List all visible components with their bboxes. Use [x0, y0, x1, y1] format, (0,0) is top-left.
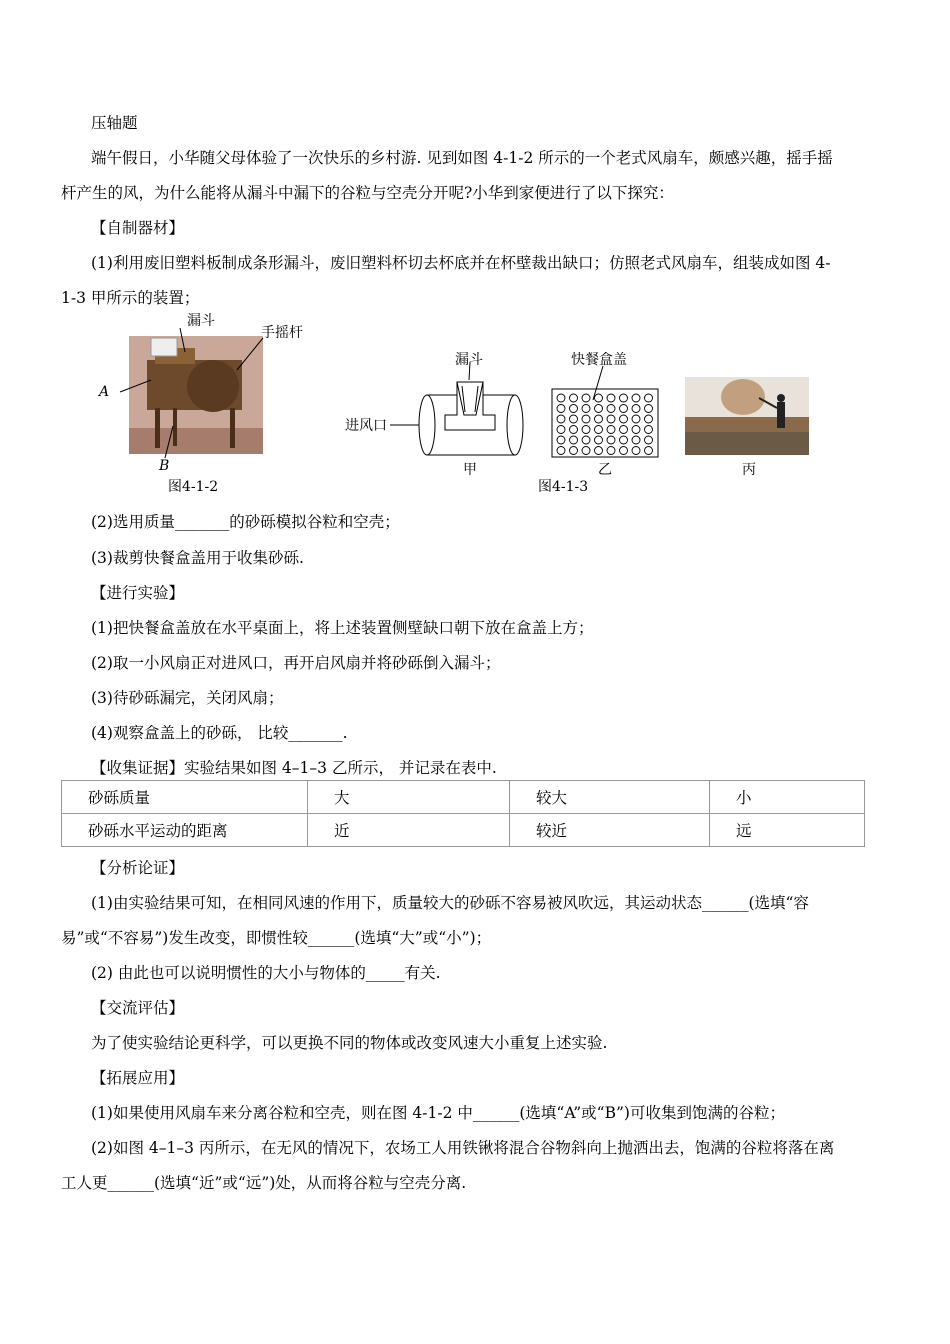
analysis-line: 易”或“不容易”)发生改变，即惯性较______(选填“大”或“小”)； — [61, 929, 492, 947]
application-line: 工人更______(选填“近”或“远”)处，从而将谷粒与空壳分离. — [61, 1174, 467, 1192]
table-cell: 小 — [710, 781, 865, 814]
table-cell: 砂砾质量 — [62, 781, 308, 814]
table-cell: 大 — [308, 781, 510, 814]
label-crank: 手摇杆 — [261, 325, 303, 341]
intro-line: 杆产生的风，为什么能将从漏斗中漏下的谷粒与空壳分开呢?小华到家便进行了以下探究： — [61, 184, 674, 202]
section-heading: 【拓展应用】 — [91, 1069, 185, 1087]
intro-line: 端午假日，小华随父母体验了一次快乐的乡村游. 见到如图 4-1-2 所示的一个老式风扇车，颇感兴趣，摇手摇 — [91, 149, 833, 167]
label-funnel: 漏斗 — [187, 313, 215, 329]
label-bing: 丙 — [742, 462, 756, 478]
table-cell: 近 — [308, 814, 510, 847]
results-table — [61, 780, 865, 847]
figure-4-1-3 — [345, 342, 825, 497]
procedure-line: (3)待砂砾漏完，关闭风扇； — [91, 689, 284, 707]
table-row — [62, 814, 865, 847]
materials-line: 1-3 甲所示的装置； — [61, 289, 200, 307]
section-heading: 【交流评估】 — [91, 999, 185, 1017]
section-heading: 【收集证据】实验结果如图 4–1–3 乙所示， 并记录在表中. — [91, 759, 497, 777]
figure-caption: 图4-1-3 — [538, 479, 589, 495]
label-b: B — [159, 458, 170, 474]
materials-line: (2)选用质量_______的砂砾模拟谷粒和空壳； — [91, 513, 400, 531]
procedure-line: (2)取一小风扇正对进风口，再开启风扇并将砂砾倒入漏斗； — [91, 654, 501, 672]
application-line: (1)如果使用风扇车来分离谷粒和空壳，则在图 4-1-2 中______(选填“A”或“B”)可收集到饱满的谷粒； — [91, 1104, 785, 1122]
label-funnel-jia: 漏斗 — [455, 352, 483, 368]
section-heading: 【进行实验】 — [91, 584, 185, 602]
analysis-line: (2) 由此也可以说明惯性的大小与物体的_____有关. — [91, 964, 441, 982]
figure-caption: 图4-1-2 — [168, 479, 219, 495]
procedure-line: (4)观察盒盖上的砂砾， 比较_______. — [91, 724, 348, 742]
table-cell: 远 — [710, 814, 865, 847]
evaluation-line: 为了使实验结论更科学，可以更换不同的物体或改变风速大小重复上述实验. — [91, 1034, 608, 1052]
application-line: (2)如图 4–1–3 丙所示，在无风的情况下，农场工人用铁锹将混合谷物斜向上抛洒出去，饱满的谷粒将落在离 — [91, 1139, 835, 1157]
section-heading: 【自制器材】 — [91, 219, 185, 237]
label-yi: 乙 — [598, 462, 612, 478]
materials-line: (3)裁剪快餐盒盖用于收集砂砾. — [91, 549, 304, 567]
materials-line: (1)利用废旧塑料板制成条形漏斗，废旧塑料杯切去杯底并在杯壁裁出缺口；仿照老式风扇车，组装成如图 4- — [91, 254, 831, 272]
question-type: 压轴题 — [91, 114, 138, 132]
figure-4-1-2 — [95, 308, 303, 495]
label-inlet: 进风口 — [345, 418, 387, 434]
label-jia: 甲 — [463, 462, 477, 478]
table-cell: 较大 — [510, 781, 710, 814]
analysis-line: (1)由实验结果可知，在相同风速的作用下，质量较大的砂砾不容易被风吹远，其运动状态______(选填“容 — [91, 894, 809, 912]
table-cell: 较近 — [510, 814, 710, 847]
label-lid: 快餐盒盖 — [571, 352, 627, 368]
section-heading: 【分析论证】 — [91, 859, 185, 877]
table-row — [62, 781, 865, 814]
table-cell: 砂砾水平运动的距离 — [62, 814, 308, 847]
procedure-line: (1)把快餐盒盖放在水平桌面上，将上述装置侧壁缺口朝下放在盒盖上方； — [91, 619, 594, 637]
label-a: A — [99, 384, 110, 400]
